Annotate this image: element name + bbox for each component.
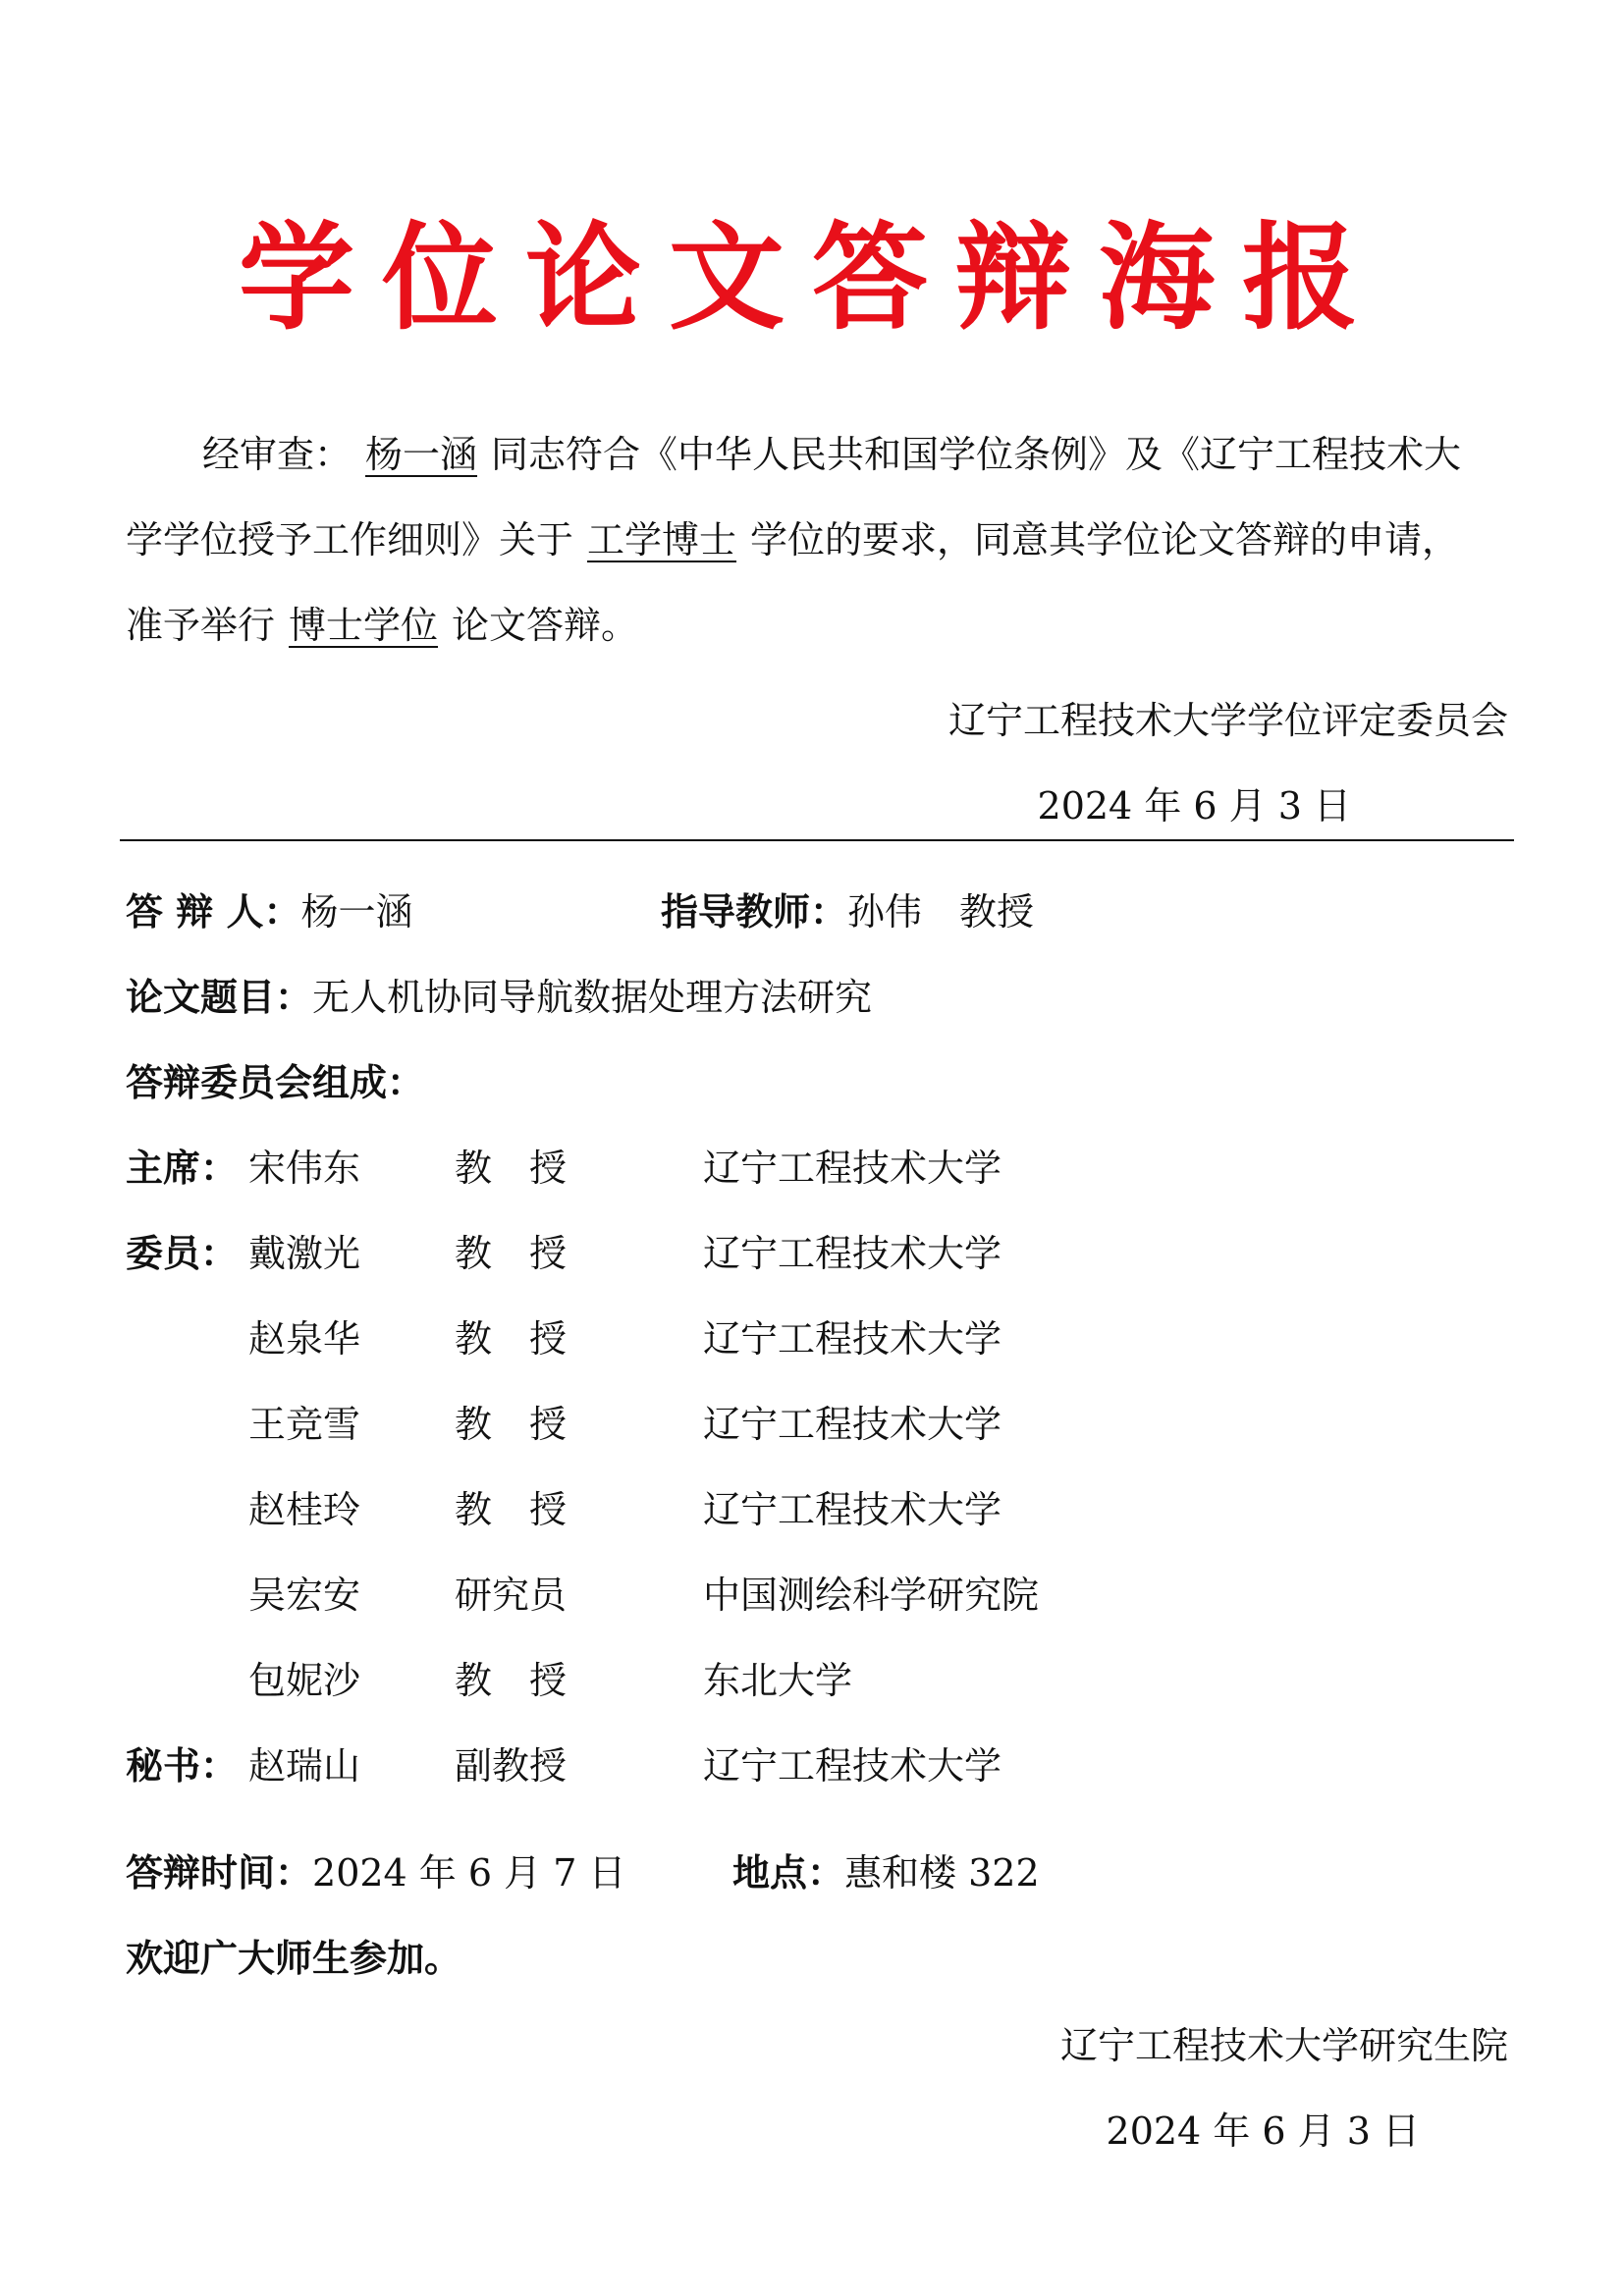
candidate-name: 杨一涵: [365, 433, 478, 476]
committee-title: 教 授: [455, 1659, 568, 1702]
notice-text-2: 学学位授予工作细则》关于: [126, 518, 574, 561]
committee-title: 副教授: [455, 1744, 568, 1788]
committee-name: 宋伟东: [248, 1147, 361, 1190]
defense-place: 惠和楼 322: [844, 1851, 1040, 1895]
notice-line-2: [126, 498, 1510, 583]
place-label: 地点：: [732, 1850, 845, 1895]
notice-prefix: 经审查：: [202, 433, 352, 476]
welcome-text: 欢迎广大师生参加。: [126, 1936, 462, 1980]
topic-label: 论文题目：: [126, 975, 313, 1019]
poster-title: 学位论文答辩海报: [238, 209, 1385, 346]
committee-org: 辽宁工程技术大学: [703, 1403, 1002, 1446]
committee-role: 主席：: [126, 1146, 239, 1190]
topic-text: 无人机协同导航数据处理方法研究: [312, 976, 873, 1019]
committee-name: 赵泉华: [248, 1317, 361, 1361]
committee-title: 教 授: [455, 1403, 568, 1446]
notice-text-5: 论文答辩。: [452, 604, 639, 647]
committee-org: 中国测绘科学研究院: [703, 1574, 1040, 1617]
committee-role: 委员：: [126, 1231, 239, 1275]
committee-title: 教 授: [455, 1317, 568, 1361]
committee-name: 戴激光: [248, 1232, 361, 1275]
committee-title: 教 授: [455, 1488, 568, 1531]
defender-label: 答 辩 人：: [126, 889, 301, 934]
notice-text-4: 准予举行: [126, 604, 276, 647]
notice-line-1: [126, 412, 1510, 498]
committee-row: [126, 1138, 1520, 1197]
topic-row: [126, 967, 1520, 1026]
committee-org: 辽宁工程技术大学: [703, 1147, 1002, 1190]
committee-row: [126, 1479, 1520, 1538]
committee-role: 秘书：: [126, 1743, 239, 1788]
committee-row: [126, 1735, 1520, 1794]
committee-org: 东北大学: [703, 1659, 853, 1702]
defense-time: 2024 年 6 月 7 日: [312, 1851, 626, 1895]
committee-title: 教 授: [455, 1232, 568, 1275]
welcome-row: [126, 1928, 1520, 1987]
committee-row: [126, 1394, 1520, 1453]
committee-org: 辽宁工程技术大学: [703, 1488, 1002, 1531]
defender-name: 杨一涵: [300, 890, 413, 934]
committee-org: 辽宁工程技术大学: [703, 1232, 1002, 1275]
committee-heading: [126, 1052, 1520, 1111]
committee-row: [126, 1223, 1520, 1282]
footer-date: 2024 年 6 月 3 日: [1106, 2109, 1420, 2153]
footer-issuer: 辽宁工程技术大学研究生院: [1059, 2024, 1508, 2067]
committee-name: 包妮沙: [248, 1659, 361, 1702]
time-label: 答辩时间：: [126, 1850, 313, 1895]
committee-org: 辽宁工程技术大学: [703, 1317, 1002, 1361]
advisor-label: 指导教师：: [661, 889, 848, 934]
committee-name: 赵桂玲: [248, 1488, 361, 1531]
committee-row: [126, 1650, 1520, 1709]
notice-line-3: [126, 583, 1510, 668]
defender-row: [126, 881, 1520, 940]
committee-row: [126, 1308, 1520, 1367]
notice-issuer: 辽宁工程技术大学学位评定委员会: [947, 699, 1508, 742]
notice-text-1: 同志符合《中华人民共和国学位条例》及《辽宁工程技术大: [491, 433, 1462, 476]
committee-label: 答辩委员会组成：: [126, 1060, 425, 1104]
committee-row: [126, 1565, 1520, 1624]
degree-type: 工学博士: [587, 518, 737, 561]
committee-title: 教 授: [455, 1147, 568, 1190]
committee-title: 研究员: [455, 1574, 568, 1617]
divider-line: [120, 839, 1514, 841]
committee-name: 赵瑞山: [248, 1744, 361, 1788]
defense-level: 博士学位: [289, 604, 439, 647]
schedule-row: [126, 1842, 1520, 1901]
committee-name: 吴宏安: [248, 1574, 361, 1617]
notice-date: 2024 年 6 月 3 日: [1037, 784, 1351, 828]
committee-org: 辽宁工程技术大学: [703, 1744, 1002, 1788]
advisor-name: 孙伟 教授: [847, 890, 1035, 934]
committee-name: 王竞雪: [248, 1403, 361, 1446]
notice-text-3: 学位的要求，同意其学位论文答辩的申请，: [750, 518, 1460, 561]
